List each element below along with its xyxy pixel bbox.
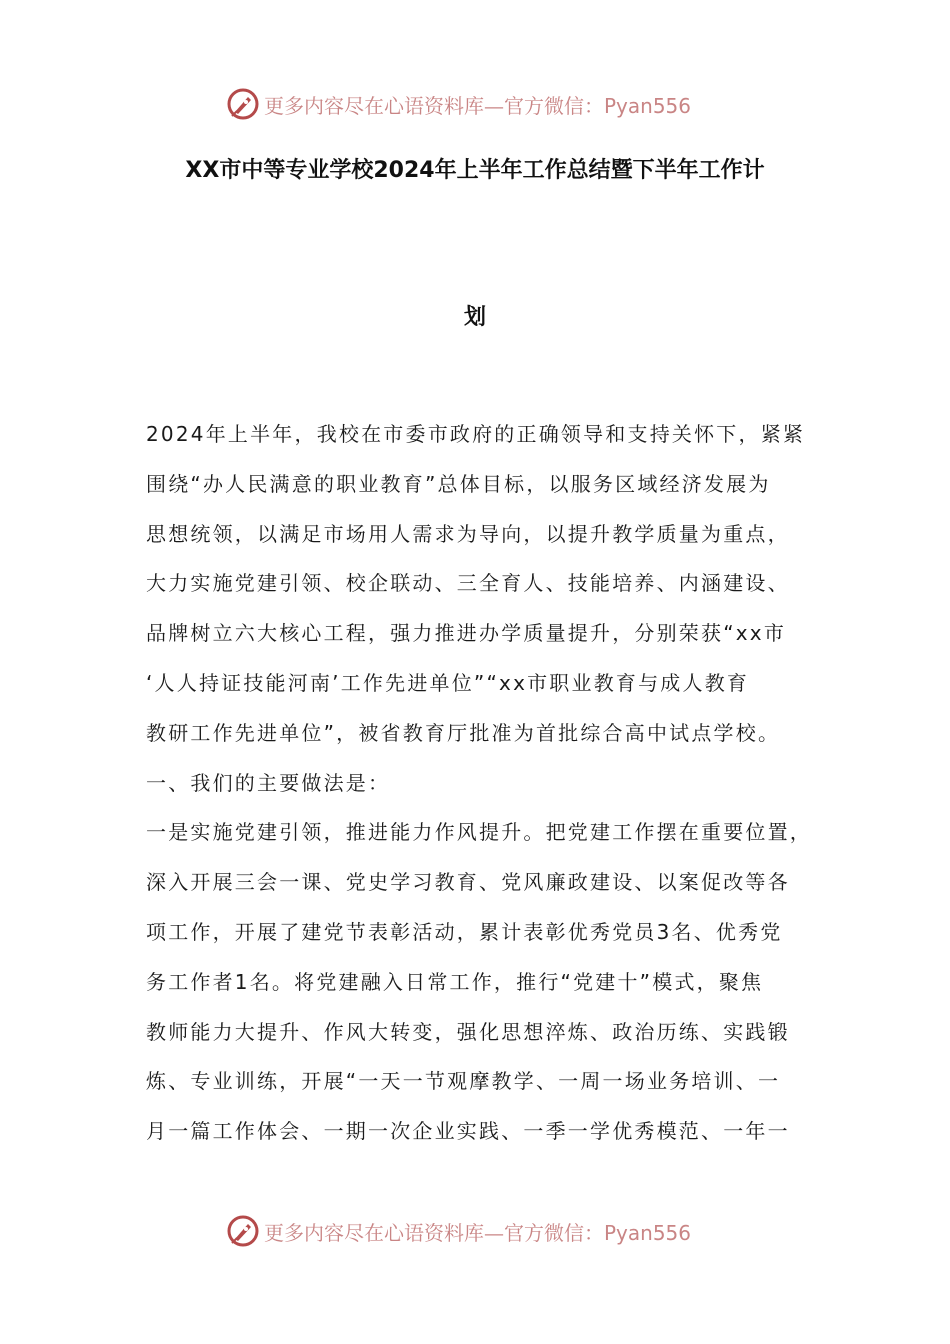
pen-logo-icon [226,87,260,121]
body-line: 教研工作先进单位”，被省教育厅批准为首批综合高中试点学校。 [146,720,781,745]
body-line: 炼、专业训练，开展“一天一节观摩教学、一周一场业务培训、一 [146,1069,781,1094]
document-body [146,416,826,1163]
document-title-line-2: 划 [463,305,486,330]
pen-logo-icon [226,1214,260,1248]
banner-wechat-id: Pyan556 [604,93,692,118]
body-line: ‘人人持证技能河南’工作先进单位”“xx市职业教育与成人教育 [146,670,750,695]
banner-label: 更多内容尽在心语资料库—官方微信： [264,1220,604,1245]
body-line: 品牌树立六大核心工程，强力推进办学质量提升，分别荣获“xx市 [146,621,787,646]
body-line: 2024年上半年，我校在市委市政府的正确领导和支持关怀下，紧紧 [146,422,806,446]
section-heading: 一、我们的主要做法是： [146,770,391,795]
document-title-line-1: XX市中等专业学校2024年上半年工作总结暨下半年工作计 [185,158,765,183]
banner-text [264,90,691,119]
body-line: 项工作，开展了建党节表彰活动，累计表彰优秀党员3名、优秀党 [146,919,783,944]
body-line: 围绕“办人民满意的职业教育”总体目标，以服务区域经济发展为 [146,471,771,496]
body-line: 一是实施党建引领，推进能力作风提升。把党建工作摆在重要位置， [146,820,812,845]
body-line: 教师能力大提升、作风大转变，强化思想淬炼、政治历练、实践锻 [146,1019,790,1044]
footer-banner [226,1211,746,1251]
banner-wechat-id: Pyan556 [604,1220,692,1245]
body-line: 月一篇工作体会、一期一次企业实践、一季一学优秀模范、一年一 [146,1119,790,1144]
body-line: 大力实施党建引领、校企联动、三全育人、技能培养、内涵建设、 [146,571,790,596]
header-banner [226,84,746,124]
body-line: 思想统领，以满足市场用人需求为导向，以提升教学质量为重点， [146,521,790,546]
body-line: 深入开展三会一课、党史学习教育、党风廉政建设、以案促改等各 [146,870,790,895]
banner-label: 更多内容尽在心语资料库—官方微信： [264,93,604,118]
banner-text [264,1217,691,1246]
body-line: 务工作者1名。将党建融入日常工作，推行“党建十”模式，聚焦 [146,969,764,994]
